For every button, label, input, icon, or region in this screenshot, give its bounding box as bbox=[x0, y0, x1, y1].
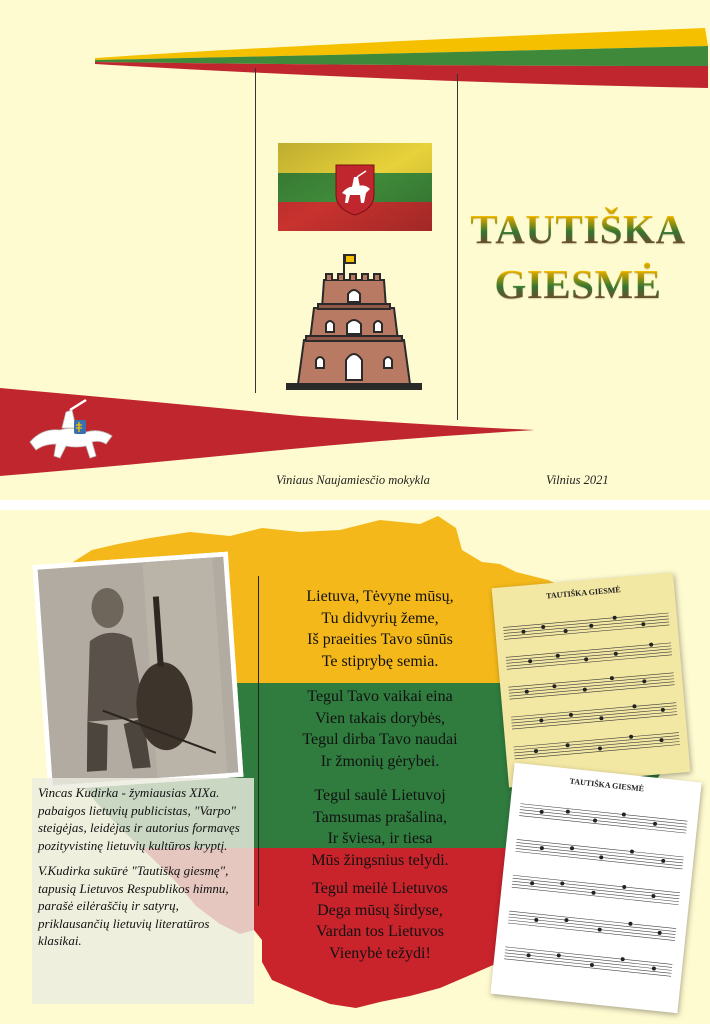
anthem-line: Tamsumas prašalina, bbox=[313, 808, 447, 826]
divider-left bbox=[255, 68, 256, 393]
anthem-line: Tegul meilė Lietuvos bbox=[312, 880, 448, 897]
cover-page bbox=[0, 0, 710, 500]
anthem-line: Vienybė težydi! bbox=[329, 944, 431, 962]
anthem-line: Vien takais dorybės, bbox=[314, 709, 446, 727]
anthem-line: Mūs žingsnius telydi. bbox=[311, 851, 449, 869]
kudirka-bio bbox=[32, 778, 254, 1004]
sheet-music-2 bbox=[490, 763, 701, 1013]
cover-title-line1: TAUTIŠKA bbox=[468, 202, 688, 256]
anthem-line: Tegul dirba Tavo naudai bbox=[302, 731, 458, 748]
anthem-line: Ir žmonių gėrybei. bbox=[320, 752, 440, 770]
divider-right bbox=[457, 74, 458, 420]
vytis-knight-emblem bbox=[22, 398, 122, 464]
anthem-line: Ir šviesa, ir tiesa bbox=[327, 830, 433, 847]
sheet-music-2-title: TAUTIŠKA GIESMĖ bbox=[569, 776, 645, 794]
anthem-line: Vardan tos Lietuvos bbox=[316, 923, 444, 940]
gediminas-tower-icon bbox=[284, 252, 424, 392]
anthem-line: Tu didvyrių žeme, bbox=[321, 609, 439, 627]
kudirka-photo bbox=[32, 551, 243, 790]
flag-ribbon-top bbox=[0, 0, 710, 100]
anthem-line: Iš praeities Tavo sūnūs bbox=[307, 631, 453, 648]
place-year: Vilnius 2021 bbox=[546, 473, 609, 487]
music-staves-1 bbox=[502, 603, 682, 782]
bio-paragraph-2: V.Kudirka sukūrė "Tautišką giesmę", tapusią Lietuvos Respublikos himnu, parašė eilėraščių ir satyrų, priklausančių lietuvių literatūros klasikai. bbox=[38, 863, 229, 948]
anthem-stanza-3 bbox=[258, 785, 502, 871]
anthem-line: Tegul saulė Lietuvoj bbox=[314, 787, 446, 804]
anthem-stanza-2 bbox=[258, 686, 502, 772]
school-name: Viniaus Naujamiesčio mokykla bbox=[276, 473, 430, 487]
sheet-music-1-title: TAUTIŠKA GIESMĖ bbox=[545, 585, 621, 601]
anthem-stanza-4 bbox=[258, 878, 502, 964]
anthem-stanza-1 bbox=[258, 586, 502, 672]
anthem-line: Lietuva, Tėvyne mūsų, bbox=[306, 588, 454, 605]
music-staves-2 bbox=[501, 796, 689, 1008]
cover-title-line2: GIESMĖ bbox=[468, 257, 688, 311]
anthem-line: Te stiprybę semia. bbox=[321, 652, 439, 670]
anthem-line: Dega mūsų širdyse, bbox=[317, 901, 443, 919]
anthem-page bbox=[0, 510, 710, 1024]
bio-paragraph-1: Vincas Kudirka - žymiausias XIXa. pabaigos lietuvių publicistas, "Varpo" steigėjas, leidėjas ir autorius formavęs pozityvistinę lietuvių kultūros kryptį. bbox=[38, 785, 240, 853]
lithuanian-flag-with-vytis bbox=[278, 143, 432, 231]
anthem-line: Tegul Tavo vaikai eina bbox=[307, 688, 453, 705]
sheet-music-1 bbox=[492, 572, 691, 787]
